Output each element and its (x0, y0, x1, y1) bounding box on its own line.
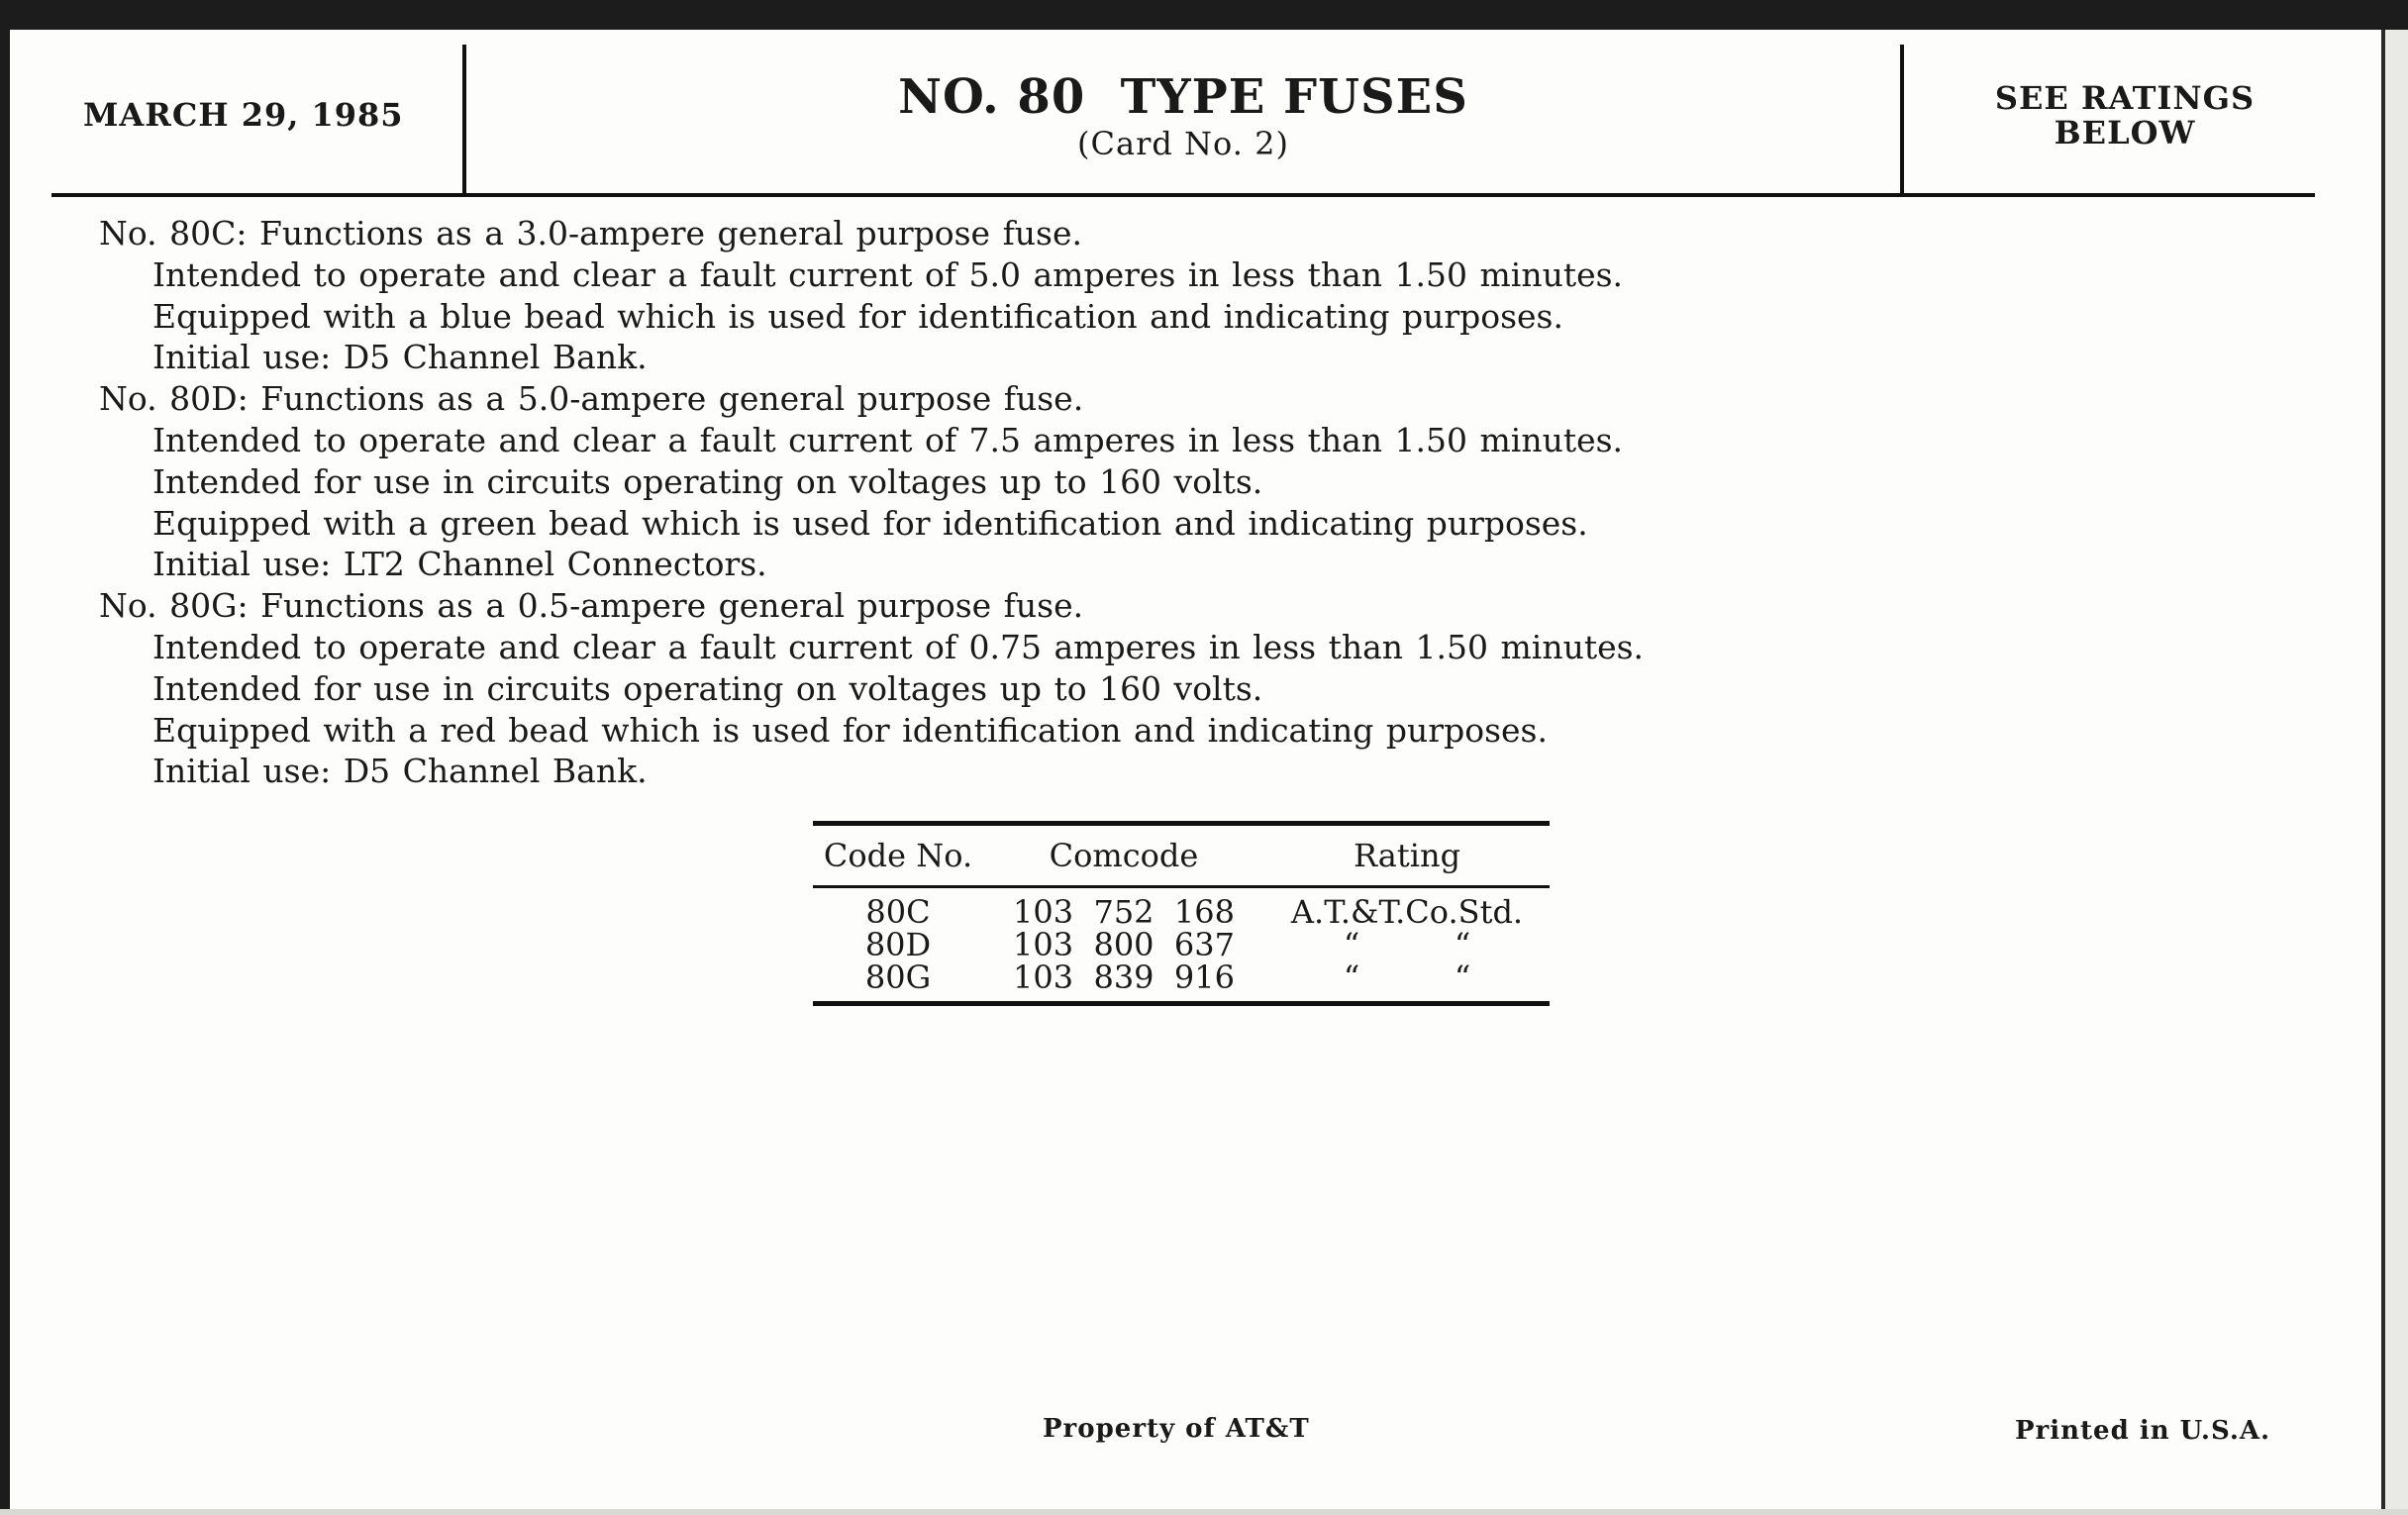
cell-comcode: 103 839 916 (1013, 959, 1235, 996)
cell-code: 80C (865, 893, 931, 931)
fuse-80g-voltage: Intended for use in circuits operating on voltages up to 160 volts. (152, 668, 1263, 708)
fuse-80g-fault: Intended to operate and clear a fault current of 0.75 amperes in less than 1.50 minutes. (152, 627, 1645, 666)
fuse-80d-fault: Intended to operate and clear a fault current of 7.5 amperes in less than 1.50 minutes. (152, 420, 1624, 459)
fuse-80c-use: Initial use: D5 Channel Bank. (152, 338, 648, 377)
table-row (813, 893, 1550, 931)
column-header-rating: Rating (1353, 837, 1461, 874)
table-body (813, 888, 1550, 1001)
cell-rating-ditto (1264, 961, 1550, 994)
table-header-row (813, 826, 1550, 885)
footer-printed: Printed in U.S.A. (2015, 1416, 2271, 1446)
fuse-80c-fault: Intended to operate and clear a fault current of 5.0 amperes in less than 1.50 minutes. (152, 254, 1624, 294)
ditto-mark: “ (1454, 959, 1471, 996)
column-header-code: Code No. (823, 837, 973, 874)
ratings-note-line-1: SEE RATINGS (1994, 79, 2256, 117)
fuse-80d-use: Initial use: LT2 Channel Connectors. (152, 545, 767, 584)
header-rule (51, 193, 2315, 197)
page-subtitle: (Card No. 2) (1077, 125, 1289, 162)
fuse-80g-heading: No. 80G: Functions as a 0.5-ampere general purpose fuse. (99, 586, 1084, 626)
page-title: NO. 80 TYPE FUSES (898, 69, 1468, 125)
header-date: MARCH 29, 1985 (83, 96, 404, 134)
ditto-mark: “ (1343, 926, 1360, 963)
cell-rating: A.T.&T.Co.Std. (1290, 893, 1524, 931)
table-row (813, 961, 1550, 994)
ratings-table (813, 821, 1550, 1006)
fuse-80g-bead: Equipped with a red bead which is used for identification and indicating purposes. (152, 710, 1548, 750)
table-row (813, 926, 1550, 963)
footer-property: Property of AT&T (1043, 1414, 1310, 1444)
card-edge (2381, 30, 2408, 1515)
cell-rating-ditto (1264, 926, 1550, 963)
card-bottom-edge (0, 1509, 2408, 1515)
fuse-80g-use: Initial use: D5 Channel Bank. (152, 752, 648, 791)
fuse-80d-bead: Equipped with a green bead which is used for identification and indicating purposes. (152, 503, 1588, 543)
fuse-80d-heading: No. 80D: Functions as a 5.0-ampere general purpose fuse. (99, 379, 1084, 419)
fuse-80d-voltage: Intended for use in circuits operating on voltages up to 160 volts. (152, 461, 1263, 501)
column-header-comcode: Comcode (1049, 837, 1199, 874)
ratings-note-line-2: BELOW (2054, 114, 2196, 152)
ditto-mark: “ (1343, 959, 1360, 996)
fuse-80c-heading: No. 80C: Functions as a 3.0-ampere general purpose fuse. (99, 214, 1082, 252)
cell-comcode: 103 800 637 (1013, 926, 1235, 963)
cell-code: 80G (864, 959, 932, 996)
cell-comcode: 103 752 168 (1013, 893, 1235, 931)
fuse-80c-bead: Equipped with a blue bead which is used for identification and indicating purposes. (152, 296, 1563, 336)
table-rule-bottom (813, 1001, 1550, 1006)
ditto-mark: “ (1454, 926, 1471, 963)
cell-code: 80D (864, 926, 932, 963)
header-ratings-note (1904, 81, 2346, 151)
fuse-descriptions (99, 213, 1644, 792)
